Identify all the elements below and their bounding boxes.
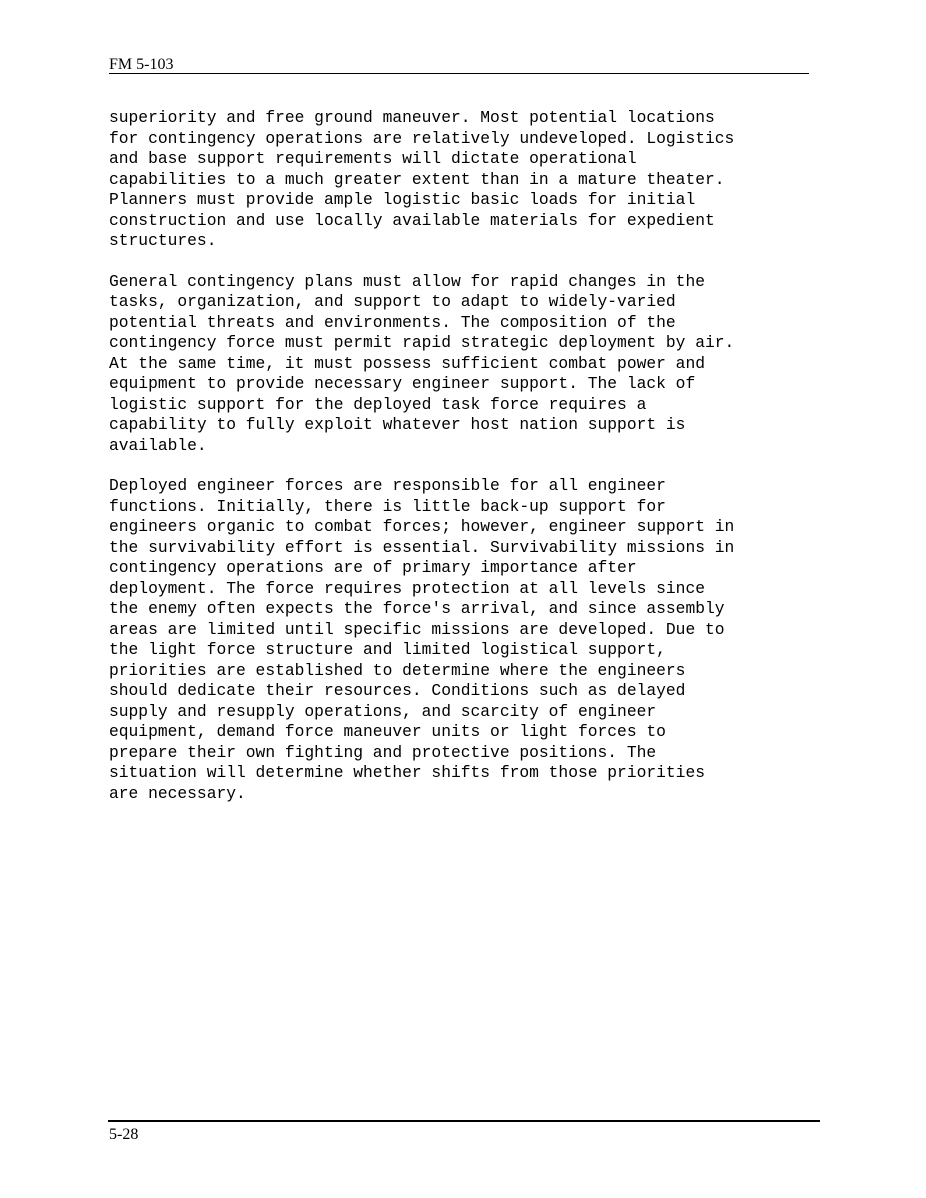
text-line: areas are limited until specific missions are developed. Due to (109, 619, 725, 639)
document-id: FM 5-103 (109, 56, 174, 73)
paragraph-2 (109, 272, 814, 457)
text-line: At the same time, it must possess sufficient combat power and (109, 353, 705, 373)
text-line: are necessary. (109, 783, 246, 803)
text-line: equipment, demand force maneuver units or light forces to (109, 722, 666, 741)
text-line: structures. (109, 231, 217, 250)
text-line: General contingency plans must allow for rapid changes in the (109, 271, 705, 291)
page-header (109, 55, 809, 74)
text-line: functions. Initially, there is little back-up support for (109, 496, 666, 516)
text-line: the survivability effort is essential. Survivability missions in (109, 537, 735, 557)
text-line: deployment. The force requires protection at all levels since (109, 578, 705, 598)
text-line: available. (109, 435, 207, 455)
text-line: construction and use locally available materials for expedient (109, 210, 715, 230)
text-line: should dedicate their resources. Conditions such as delayed (109, 681, 686, 700)
text-line: superiority and free ground maneuver. Most potential locations (109, 108, 715, 127)
text-line: prepare their own fighting and protective positions. The (109, 742, 657, 762)
text-line: the enemy often expects the force's arrival, and since assembly (109, 599, 725, 618)
text-line: contingency operations are of primary importance after (109, 558, 637, 577)
body-text (109, 108, 814, 824)
text-line: capability to fully exploit whatever host nation support is (109, 415, 686, 434)
text-line: Planners must provide ample logistic basic loads for initial (109, 190, 696, 209)
text-line: capabilities to a much greater extent than in a mature theater. (109, 169, 725, 189)
paragraph-3 (109, 476, 814, 804)
text-line: priorities are established to determine where the engineers (109, 660, 686, 680)
text-line: logistic support for the deployed task force requires a (109, 394, 647, 414)
page-number: 5-28 (109, 1126, 139, 1143)
text-line: contingency force must permit rapid strategic deployment by air. (109, 333, 735, 352)
text-line: supply and resupply operations, and scarcity of engineer (109, 701, 657, 721)
text-line: for contingency operations are relatively undeveloped. Logistics (109, 128, 735, 148)
footer-rule (108, 1120, 820, 1122)
text-line: tasks, organization, and support to adapt to widely-varied (109, 292, 676, 311)
text-line: Deployed engineer forces are responsible for all engineer (109, 476, 666, 495)
text-line: the light force structure and limited logistical support, (109, 640, 666, 659)
text-line: engineers organic to combat forces; however, engineer support in (109, 517, 735, 536)
text-line: equipment to provide necessary engineer support. The lack of (109, 374, 696, 393)
text-line: situation will determine whether shifts from those priorities (109, 763, 705, 782)
text-line: potential threats and environments. The composition of the (109, 312, 676, 332)
paragraph-1 (109, 108, 814, 252)
text-line: and base support requirements will dictate operational (109, 149, 637, 168)
